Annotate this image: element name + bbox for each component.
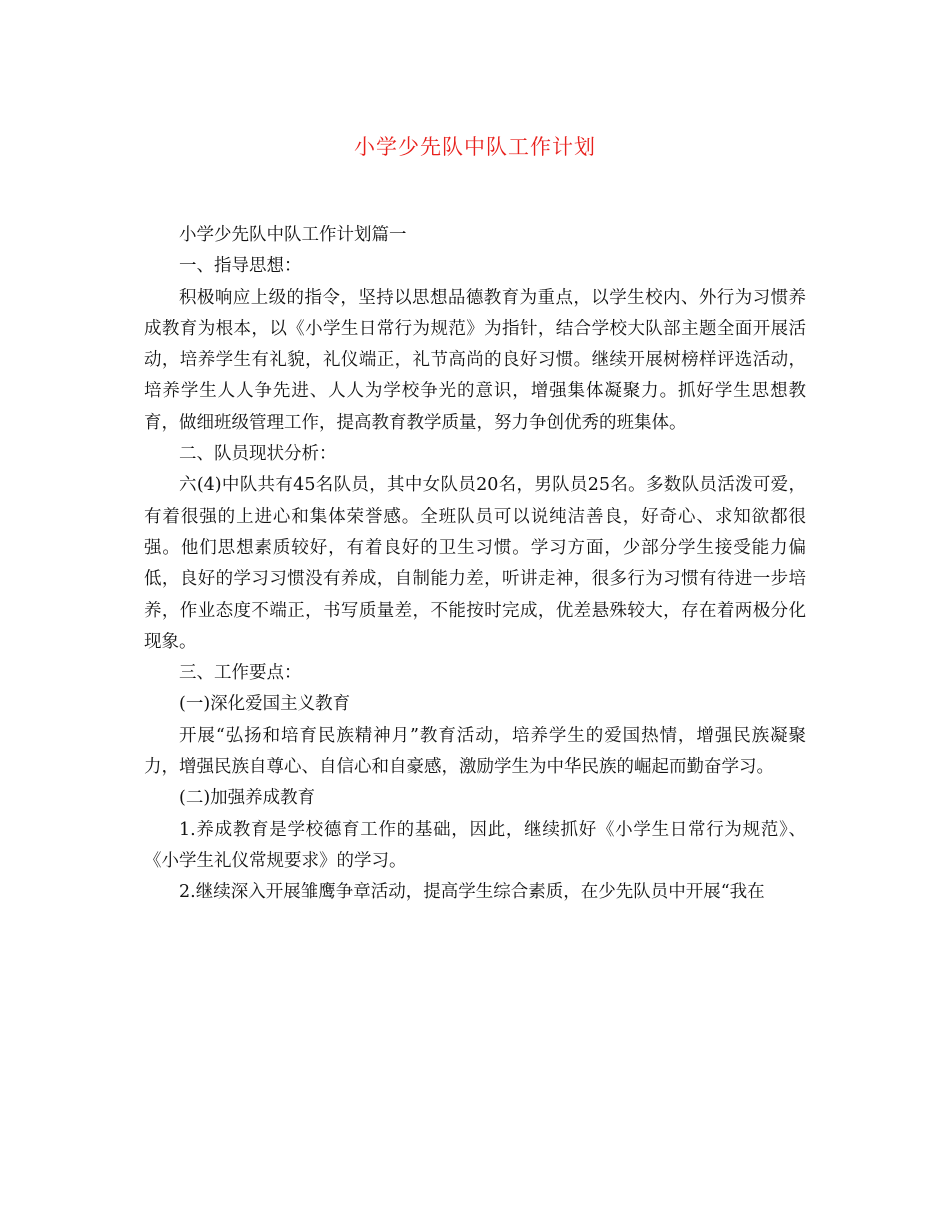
subsection-heading: (二)加强养成教育 (179, 788, 316, 809)
document-body (144, 220, 806, 909)
section-heading: 二、队员现状分析： (179, 444, 337, 465)
body-paragraph: 开展“弘扬和培育民族精神月”教育活动，培养学生的爱国热情，增强民族凝聚力，增强民族自尊心、自信心和自豪感，激励学生为中华民族的崛起而勤奋学习。 (144, 725, 806, 778)
section-heading: 小学少先队中队工作计划篇一 (179, 225, 407, 245)
section-heading: 一、指导思想： (179, 256, 302, 277)
document-title: 小学少先队中队工作计划 (354, 135, 596, 159)
body-paragraph: 积极响应上级的指令，坚持以思想品德教育为重点，以学生校内、外行为习惯养成教育为根本，以《小学生日常行为规范》为指针，结合学校大队部主题全面开展活动，培养学生有礼貌，礼仪端正，礼节高尚的良好习惯。继续开展树榜样评选活动，培养学生人人争先进、人人为学校争光的意识，增强集体凝聚力。抓好学生思想教育，做细班级管理工作，提高教育教学质量，努力争创优秀的班集体。 (144, 287, 806, 433)
body-paragraph: 2.继续深入开展雏鹰争章活动，提高学生综合素质，在少先队员中开展“我在 (179, 882, 765, 903)
body-paragraph: 1.养成教育是学校德育工作的基础，因此，继续抓好《小学生日常行为规范》、《小学生礼仪常规要求》的学习。 (144, 819, 806, 871)
subsection-heading: (一)深化爱国主义教育 (179, 694, 351, 715)
section-heading: 三、工作要点： (179, 663, 302, 684)
body-paragraph: 六(4)中队共有45名队员，其中女队员20名，男队员25名。多数队员活泼可爱，有着很强的上进心和集体荣誉感。全班队员可以说纯洁善良，好奇心、求知欲都很强。他们思想素质较好，有着良好的卫生习惯。学习方面，少部分学生接受能力偏低，良好的学习习惯没有养成，自制能力差，听讲走神，很多行为习惯有待进一步培养，作业态度不端正，书写质量差，不能按时完成，优差悬殊较大，存在着两极分化现象。 (144, 475, 806, 652)
